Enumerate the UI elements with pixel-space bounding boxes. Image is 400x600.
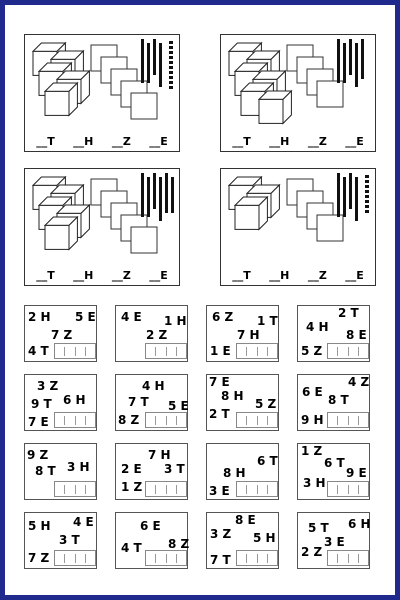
digit-separator — [246, 416, 247, 425]
digit-separator — [64, 554, 65, 563]
unit-cube — [365, 185, 369, 188]
place-value-token: 8 T — [328, 393, 349, 407]
digit-separator — [166, 485, 167, 494]
ten-rod — [343, 43, 346, 83]
unit-cube — [169, 76, 173, 79]
digit-separator — [166, 554, 167, 563]
ten-rod — [141, 39, 144, 83]
exercise-card — [115, 512, 188, 569]
digit-separator — [358, 416, 359, 425]
digit-separator — [166, 416, 167, 425]
thousand-cube — [45, 83, 77, 115]
place-value-token: 4 Z — [348, 375, 370, 389]
hundred-flat — [317, 215, 343, 241]
place-value-token: 7 T — [128, 395, 149, 409]
ten-rod — [159, 177, 162, 221]
place-value-token: 3 H — [303, 476, 326, 490]
exercise-card — [297, 443, 370, 500]
place-value-token: 2 Z — [301, 545, 323, 559]
answer-box[interactable] — [145, 481, 187, 497]
unit-cube — [169, 51, 173, 54]
place-value-token: 1 H — [164, 314, 187, 328]
label-tens-thousands: __T — [232, 269, 251, 282]
place-value-token: 1 Z — [301, 444, 323, 458]
exercise-card — [297, 374, 370, 431]
digit-separator — [75, 485, 76, 494]
place-value-token: 2 H — [28, 310, 51, 324]
digit-separator — [348, 554, 349, 563]
place-value-token: 1 Z — [121, 480, 143, 494]
unit-cube — [365, 200, 369, 203]
place-value-token: 8 Z — [118, 413, 140, 427]
label-tens: __Z — [307, 135, 327, 148]
place-value-token: 4 H — [306, 320, 329, 334]
unit-cube — [365, 180, 369, 183]
ten-rod — [153, 39, 156, 75]
place-value-token: 8 H — [223, 466, 246, 480]
place-value-token: 6 H — [348, 517, 371, 531]
digit-separator — [337, 416, 338, 425]
label-ones: __E — [345, 135, 364, 148]
ten-rod — [147, 43, 150, 83]
place-value-token: 2 T — [338, 306, 359, 320]
unit-cube — [365, 205, 369, 208]
digit-separator — [267, 485, 268, 494]
place-value-answer-labels — [223, 135, 373, 149]
unit-cube — [169, 81, 173, 84]
digit-separator — [246, 347, 247, 356]
digit-separator — [257, 416, 258, 425]
place-value-token: 6 Z — [212, 310, 234, 324]
place-value-token: 3 E — [209, 484, 230, 498]
place-value-token: 1 T — [257, 314, 278, 328]
label-ones: __E — [149, 269, 168, 282]
answer-box[interactable] — [236, 481, 278, 497]
place-value-answer-labels — [27, 135, 177, 149]
digit-separator — [267, 347, 268, 356]
place-value-token: 2 Z — [146, 328, 168, 342]
digit-separator — [267, 554, 268, 563]
digit-separator — [348, 416, 349, 425]
label-ones: __E — [149, 135, 168, 148]
unit-cube — [169, 56, 173, 59]
place-value-token: 7 T — [210, 553, 231, 567]
answer-box[interactable] — [236, 343, 278, 359]
place-value-token: 3 T — [59, 533, 80, 547]
unit-cube — [169, 71, 173, 74]
place-value-token: 3 Z — [37, 379, 59, 393]
base-ten-blocks-drawing — [221, 35, 375, 135]
ten-rod — [337, 173, 340, 217]
digit-separator — [155, 554, 156, 563]
label-tens-thousands: __T — [36, 135, 55, 148]
digit-separator — [75, 416, 76, 425]
digit-separator — [85, 485, 86, 494]
digit-separator — [176, 485, 177, 494]
digit-separator — [64, 347, 65, 356]
ten-rod — [349, 173, 352, 209]
place-value-token: 6 T — [324, 456, 345, 470]
exercise-card — [24, 374, 97, 431]
base-ten-blocks-drawing — [221, 169, 375, 269]
answer-box[interactable] — [54, 481, 96, 497]
place-value-token: 8 H — [221, 389, 244, 403]
place-value-token: 7 E — [209, 375, 230, 389]
exercise-card — [24, 305, 97, 362]
digit-separator — [257, 347, 258, 356]
answer-box[interactable] — [236, 412, 278, 428]
digit-separator — [337, 485, 338, 494]
place-value-token: 9 E — [346, 466, 367, 480]
place-value-token: 2 E — [121, 462, 142, 476]
answer-box[interactable] — [236, 550, 278, 566]
digit-separator — [348, 347, 349, 356]
place-value-token: 6 H — [63, 393, 86, 407]
place-value-token: 8 E — [346, 328, 367, 342]
ten-rod — [165, 173, 168, 213]
place-value-token: 6 T — [257, 454, 278, 468]
place-value-token: 5 E — [168, 399, 189, 413]
digit-separator — [337, 554, 338, 563]
label-tens-thousands: __T — [232, 135, 251, 148]
exercise-card — [24, 512, 97, 569]
exercise-card — [206, 374, 279, 431]
place-value-token: 7 H — [148, 448, 171, 462]
base-ten-blocks-drawing — [25, 169, 179, 269]
exercise-card — [297, 512, 370, 569]
ten-rod — [159, 43, 162, 87]
digit-separator — [267, 416, 268, 425]
place-value-block-panel-2 — [220, 34, 376, 152]
digit-separator — [155, 416, 156, 425]
digit-separator — [166, 347, 167, 356]
digit-separator — [85, 416, 86, 425]
unit-cube — [169, 66, 173, 69]
digit-separator — [358, 485, 359, 494]
ten-rod — [361, 39, 364, 79]
thousand-cube — [259, 91, 291, 123]
digit-separator — [358, 554, 359, 563]
place-value-token: 5 H — [28, 519, 51, 533]
place-value-token: 9 H — [301, 413, 324, 427]
label-hundreds: __H — [269, 135, 290, 148]
label-hundreds: __H — [73, 269, 94, 282]
answer-box[interactable] — [145, 343, 187, 359]
place-value-token: 3 E — [324, 535, 345, 549]
answer-box[interactable] — [327, 343, 369, 359]
digit-separator — [176, 416, 177, 425]
place-value-token: 7 E — [28, 415, 49, 429]
place-value-token: 9 T — [31, 397, 52, 411]
place-value-token: 8 E — [235, 513, 256, 527]
exercise-card — [115, 443, 188, 500]
digit-separator — [64, 485, 65, 494]
ten-rod — [343, 177, 346, 217]
base-ten-blocks-drawing — [25, 35, 179, 135]
thousand-cube — [235, 197, 267, 229]
digit-separator — [85, 554, 86, 563]
ten-rod — [147, 177, 150, 217]
exercise-card — [115, 305, 188, 362]
ten-rod — [141, 173, 144, 217]
digit-separator — [155, 347, 156, 356]
answer-box[interactable] — [54, 550, 96, 566]
unit-cube — [169, 41, 173, 44]
place-value-token: 5 Z — [255, 397, 277, 411]
answer-box[interactable] — [327, 481, 369, 497]
label-hundreds: __H — [269, 269, 290, 282]
label-tens: __Z — [111, 135, 131, 148]
exercise-card — [115, 374, 188, 431]
place-value-token: 8 T — [35, 464, 56, 478]
label-tens-thousands: __T — [36, 269, 55, 282]
digit-separator — [176, 347, 177, 356]
answer-box[interactable] — [54, 343, 96, 359]
digit-separator — [64, 416, 65, 425]
digit-separator — [155, 485, 156, 494]
label-tens: __Z — [111, 269, 131, 282]
digit-separator — [246, 554, 247, 563]
ten-rod — [171, 177, 174, 213]
place-value-answer-labels — [223, 269, 373, 283]
place-value-block-panel-1 — [24, 34, 180, 152]
answer-box[interactable] — [327, 550, 369, 566]
answer-box[interactable] — [145, 550, 187, 566]
label-tens: __Z — [307, 269, 327, 282]
label-ones: __E — [345, 269, 364, 282]
place-value-token: 5 E — [75, 310, 96, 324]
exercise-card — [206, 305, 279, 362]
answer-box[interactable] — [327, 412, 369, 428]
place-value-token: 7 Z — [51, 328, 73, 342]
digit-separator — [75, 554, 76, 563]
place-value-token: 7 Z — [28, 551, 50, 565]
thousand-cube — [45, 217, 77, 249]
place-value-token: 1 E — [210, 344, 231, 358]
digit-separator — [246, 485, 247, 494]
ten-rod — [355, 43, 358, 87]
place-value-block-panel-4 — [220, 168, 376, 286]
label-hundreds: __H — [73, 135, 94, 148]
ten-rod — [153, 173, 156, 209]
place-value-token: 4 E — [73, 515, 94, 529]
digit-separator — [358, 347, 359, 356]
exercise-card — [297, 305, 370, 362]
place-value-token: 5 H — [253, 531, 276, 545]
place-value-block-panel-3 — [24, 168, 180, 286]
unit-cube — [365, 210, 369, 213]
place-value-token: 7 H — [237, 328, 260, 342]
place-value-token: 4 T — [121, 541, 142, 555]
hundred-flat — [317, 81, 343, 107]
unit-cube — [365, 175, 369, 178]
place-value-token: 4 T — [28, 344, 49, 358]
place-value-token: 5 T — [308, 521, 329, 535]
digit-separator — [257, 485, 258, 494]
place-value-token: 2 T — [209, 407, 230, 421]
digit-separator — [176, 554, 177, 563]
ten-rod — [355, 177, 358, 221]
exercise-card — [206, 443, 279, 500]
digit-separator — [75, 347, 76, 356]
place-value-token: 6 E — [140, 519, 161, 533]
digit-separator — [337, 347, 338, 356]
exercise-card — [24, 443, 97, 500]
place-value-token: 3 T — [164, 462, 185, 476]
hundred-flat — [131, 227, 157, 253]
digit-separator — [257, 554, 258, 563]
unit-cube — [169, 86, 173, 89]
place-value-token: 5 Z — [301, 344, 323, 358]
place-value-token: 6 E — [302, 385, 323, 399]
exercise-card — [206, 512, 279, 569]
ten-rod — [337, 39, 340, 83]
place-value-token: 8 Z — [168, 537, 190, 551]
unit-cube — [365, 195, 369, 198]
ten-rod — [349, 39, 352, 75]
answer-box[interactable] — [54, 412, 96, 428]
unit-cube — [169, 61, 173, 64]
place-value-token: 3 Z — [210, 527, 232, 541]
place-value-token: 9 Z — [27, 448, 49, 462]
digit-separator — [348, 485, 349, 494]
digit-separator — [85, 347, 86, 356]
answer-box[interactable] — [145, 412, 187, 428]
place-value-token: 4 E — [121, 310, 142, 324]
hundred-flat — [131, 93, 157, 119]
unit-cube — [169, 46, 173, 49]
unit-cube — [365, 190, 369, 193]
place-value-token: 3 H — [67, 460, 90, 474]
place-value-answer-labels — [27, 269, 177, 283]
place-value-token: 4 H — [142, 379, 165, 393]
